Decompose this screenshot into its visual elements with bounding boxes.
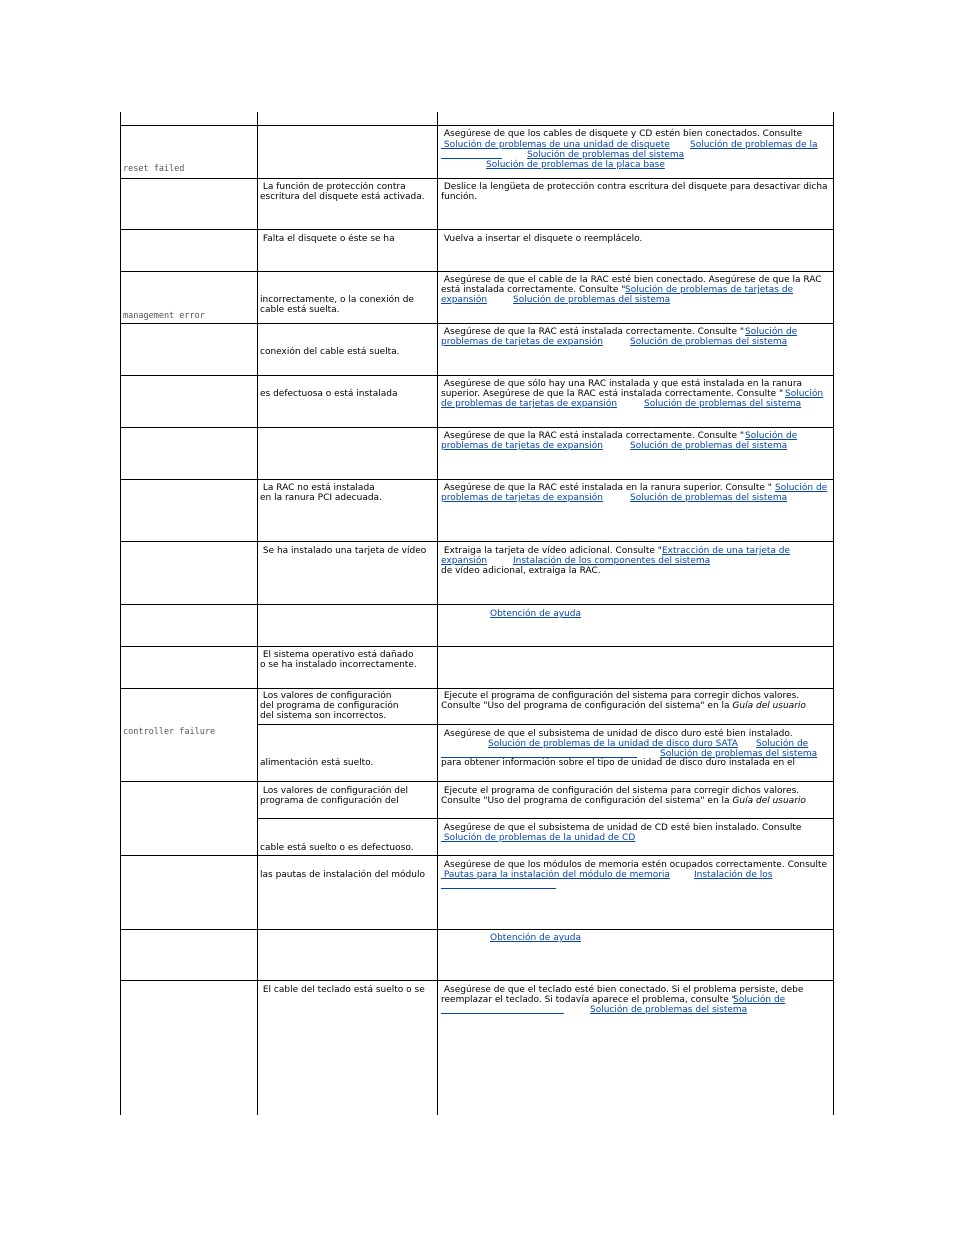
cause-text: o se ha instalado incorrectamente.	[260, 660, 417, 670]
action-text: para obtener información sobre el tipo de unidad de disco duro instalada en el	[441, 758, 796, 768]
troubleshooting-table	[120, 112, 834, 1115]
action-text: Ejecute el programa de configuración del sistema para corregir dichos valores.	[441, 786, 800, 796]
cause-text: La función de protección contra	[260, 182, 406, 192]
row-divider	[120, 781, 834, 782]
link-troubleshooting[interactable]: Solución de problemas de la	[690, 140, 818, 150]
error-code: controller failure	[123, 727, 216, 737]
action-text: Vuelva a insertar el disquete o reemplácelo.	[441, 234, 643, 244]
link-getting-help[interactable]: Obtención de ayuda	[490, 609, 581, 619]
link-troubleshooting[interactable]: Solución de	[745, 431, 798, 441]
action-text: Asegúrese de que los módulos de memoria estén ocupados correctamente. Consulte	[441, 860, 828, 870]
link-expansion-card-troubleshooting[interactable]: problemas de tarjetas de expansión	[441, 493, 603, 503]
cause-text: cable está suelta.	[260, 305, 340, 315]
link-motherboard-troubleshooting[interactable]: Solución de problemas de la placa base	[486, 160, 665, 170]
action-text: de vídeo adicional, extraiga la RAC.	[441, 566, 601, 576]
cause-text: en la ranura PCI adecuada.	[260, 493, 382, 503]
row-divider	[120, 541, 834, 542]
link-system-troubleshooting[interactable]: Solución de problemas del sistema	[644, 399, 802, 409]
cause-text: El sistema operativo está dañado	[260, 650, 414, 660]
cause-text: Falta el disquete o éste se ha	[260, 234, 395, 244]
link-troubleshooting[interactable]: Solución	[785, 389, 824, 399]
action-text: Asegúrese de que la RAC está instalada correctamente. Consulte "	[441, 431, 745, 441]
link-system-troubleshooting[interactable]: Solución de problemas del sistema	[527, 150, 685, 160]
row-divider	[120, 688, 834, 689]
action-text: Extraiga la tarjeta de vídeo adicional. Consulte "	[441, 546, 662, 556]
table-border-right	[833, 112, 834, 1115]
column-divider-2	[437, 112, 438, 1115]
cause-text: las pautas de instalación del módulo	[260, 870, 425, 880]
link-memory-module-guidelines[interactable]: Pautas para la instalación del módulo de memoria	[441, 870, 670, 880]
cause-text: conexión del cable está suelta.	[260, 347, 400, 357]
cause-text: del programa de configuración	[260, 701, 399, 711]
action-text: superior. Asegúrese de que la RAC está instalada correctamente. Consulte "	[441, 389, 784, 399]
cause-text: Los valores de configuración del	[260, 786, 409, 796]
link-underline	[441, 888, 556, 889]
cause-text: es defectuosa o está instalada	[260, 389, 398, 399]
row-divider	[120, 980, 834, 981]
link-troubleshooting[interactable]: Solución de	[775, 483, 828, 493]
cause-text: alimentación está suelto.	[260, 758, 374, 768]
row-divider	[120, 604, 834, 605]
error-code: management error	[123, 311, 205, 321]
link-system-troubleshooting[interactable]: Solución de problemas del sistema	[630, 337, 788, 347]
link-troubleshooting[interactable]: Solución de	[745, 327, 798, 337]
error-code: reset failed	[123, 164, 185, 174]
cause-text: incorrectamente, o la conexión de	[260, 295, 414, 305]
column-divider-1	[257, 112, 258, 1115]
link-install-system-components[interactable]: Instalación de los componentes del sistema	[513, 556, 711, 566]
action-text: Asegúrese de que la RAC esté instalada en la ranura superior. Consulte "	[441, 483, 772, 493]
row-divider	[120, 479, 834, 480]
link-expansion[interactable]: expansión	[441, 556, 488, 566]
cause-text: El cable del teclado está suelto o se	[260, 985, 425, 995]
cause-text: cable está suelto o es defectuoso.	[260, 843, 414, 853]
link-expansion-card-troubleshooting[interactable]: problemas de tarjetas de expansión	[441, 441, 603, 451]
guide-title: Guía del usuario	[732, 796, 806, 806]
action-text: Asegúrese de que el subsistema de unidad de CD esté bien instalado. Consulte	[441, 823, 802, 833]
link-install[interactable]: Instalación de los	[694, 870, 773, 880]
action-text: Asegúrese de que los cables de disquete y CD estén bien conectados. Consulte	[441, 129, 803, 139]
link-getting-help[interactable]: Obtención de ayuda	[490, 933, 581, 943]
link-underline	[441, 158, 502, 159]
sub-row-divider	[257, 724, 834, 725]
guide-title: Guía del usuario	[732, 701, 806, 711]
row-divider	[120, 375, 834, 376]
link-expansion[interactable]: expansión	[441, 295, 488, 305]
row-divider	[120, 929, 834, 930]
link-cd-drive-troubleshooting[interactable]: Solución de problemas de la unidad de CD	[441, 833, 636, 843]
row-divider	[120, 646, 834, 647]
row-divider	[120, 271, 834, 272]
row-divider	[120, 855, 834, 856]
action-text: Asegúrese de que el cable de la RAC esté bien conectado. Asegúrese de que la RAC	[441, 275, 822, 285]
row-divider	[120, 323, 834, 324]
row-divider	[120, 125, 834, 126]
action-text: Consulte "Uso del programa de configuración del sistema" en la Guía del usuario	[441, 701, 806, 711]
action-text: Deslice la lengüeta de protección contra escritura del disquete para desactivar dicha	[441, 182, 828, 192]
link-system-troubleshooting[interactable]: Solución de problemas del sistema	[630, 493, 788, 503]
link-expansion-card-troubleshooting[interactable]: Solución de problemas de tarjetas de	[625, 285, 794, 295]
cause-text: del sistema son incorrectos.	[260, 711, 387, 721]
link-floppy-troubleshooting[interactable]: Solución de problemas de una unidad de disquete	[441, 140, 670, 150]
link-underline	[441, 1013, 564, 1014]
link-expansion-card-troubleshooting[interactable]: de problemas de tarjetas de expansión	[441, 399, 618, 409]
action-text: Consulte "Uso del programa de configuración del sistema" en la Guía del usuario	[441, 796, 806, 806]
cause-text: La RAC no está instalada	[260, 483, 375, 493]
cause-text: Los valores de configuración	[260, 691, 392, 701]
table-border-left	[120, 112, 121, 1115]
action-text: función.	[441, 192, 478, 202]
action-text: Asegúrese de que la RAC está instalada correctamente. Consulte "	[441, 327, 745, 337]
link-system-troubleshooting[interactable]: Solución de problemas del sistema	[630, 441, 788, 451]
row-divider	[120, 229, 834, 230]
action-text: reemplazar el teclado. Si todavía aparece el problema, consulte "	[441, 995, 736, 1005]
cause-text: escritura del disquete está activada.	[260, 192, 425, 202]
action-text: Asegúrese de que sólo hay una RAC instalada y que está instalada en la ranura	[441, 379, 803, 389]
action-text: Ejecute el programa de configuración del sistema para corregir dichos valores.	[441, 691, 800, 701]
link-troubleshooting[interactable]: Solución de	[733, 995, 786, 1005]
link-system-troubleshooting[interactable]: Solución de problemas del sistema	[660, 749, 818, 759]
link-troubleshooting[interactable]: Solución de	[756, 739, 809, 749]
row-divider	[120, 178, 834, 179]
sub-row-divider	[257, 818, 834, 819]
row-divider	[120, 427, 834, 428]
link-system-troubleshooting[interactable]: Solución de problemas del sistema	[513, 295, 671, 305]
cause-text: programa de configuración del	[260, 796, 399, 806]
link-expansion-card-troubleshooting[interactable]: problemas de tarjetas de expansión	[441, 337, 603, 347]
action-text: está instalada correctamente. Consulte "	[441, 285, 626, 295]
link-sata-hdd-troubleshooting[interactable]: Solución de problemas de la unidad de disco duro SATA	[488, 739, 738, 749]
cause-text: Se ha instalado una tarjeta de vídeo	[260, 546, 427, 556]
link-remove-expansion-card[interactable]: Extracción de una tarjeta de	[662, 546, 791, 556]
link-system-troubleshooting[interactable]: Solución de problemas del sistema	[590, 1005, 748, 1015]
action-text: Asegúrese de que el subsistema de unidad de disco duro esté bien instalado.	[441, 729, 793, 739]
action-text: Asegúrese de que el teclado esté bien conectado. Si el problema persiste, debe	[441, 985, 804, 995]
